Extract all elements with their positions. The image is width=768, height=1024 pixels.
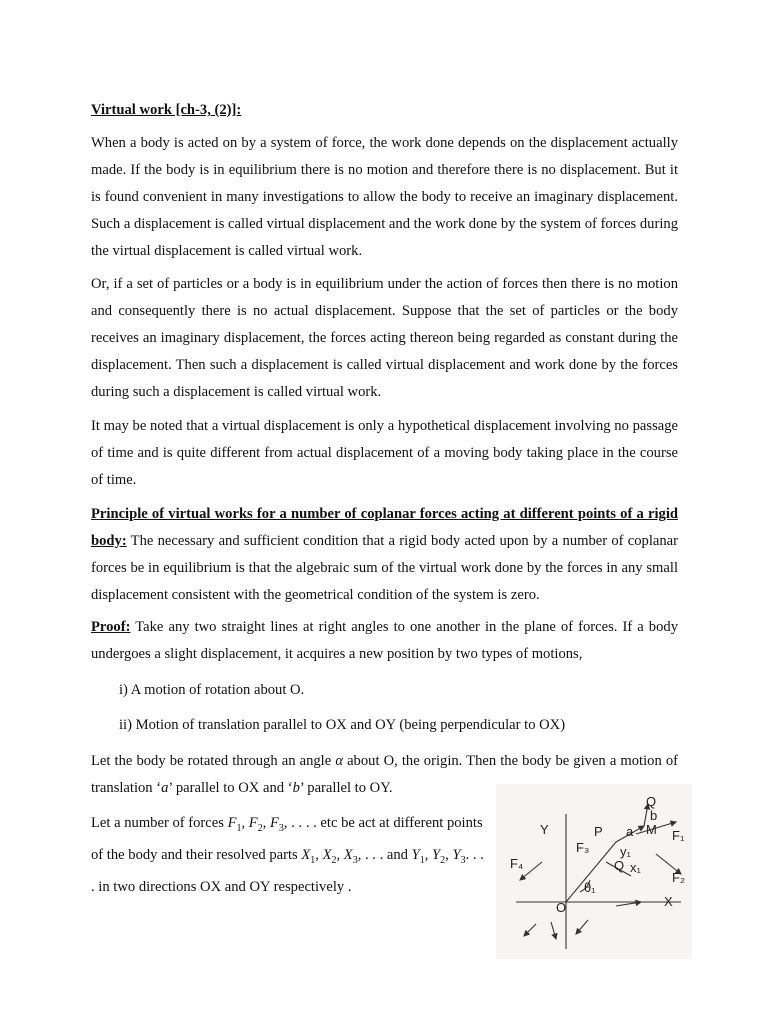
paragraph-rotation: Let the body be rotated through an angle α about O, the origin. Then the body be given a motion of translation ‘a’ parallel to OX and ‘b’ parallel to OY.	[91, 753, 679, 796]
list-item: i) A motion of rotation about O.	[119, 682, 305, 698]
label-y1: y₁	[620, 844, 631, 859]
label-x: X	[664, 894, 673, 909]
label-f1: F₁	[672, 828, 685, 843]
principle-text: The necessary and sufficient condition that a rigid body acted upon by a number of coplanar forces be in equilibrium is that the algebraic sum of the virtual work done by the forces in any small displacement consistent with the geometrical condition of the system is zero.	[91, 533, 678, 603]
label-theta: θ₁	[584, 880, 596, 895]
label-b: b	[650, 808, 658, 823]
section-title: Virtual work [ch-3, (2)]:	[91, 102, 242, 118]
diagram-background	[496, 784, 692, 959]
label-q: Q	[646, 794, 657, 809]
principle-heading: Principle of virtual works for a number of coplanar forces acting at different points of a rigid body:	[91, 506, 678, 549]
paragraph-forces: Let a number of forces $F_1$, $F_2$, $F_3$, . . . . etc be act at different points of the body and their resolved parts $X_1$, $X_2$, $X_3$, . . . and $Y_1$, $Y_2$, $Y_3$. . . . in two directions OX and OY respectively .	[91, 815, 484, 895]
paragraph-proof	[91, 614, 678, 668]
label-p: P	[594, 824, 603, 839]
label-f3: F₃	[576, 840, 590, 855]
paragraph-definition: When a body is acted on by a system of force, the work done depends on the displacement actually made. If the body is in equilibrium there is no motion and therefore there is no displacement. But it is found convenient in many investigations to allow the body to receive an imaginary displacement. Such a displacement is called virtual displacement and the work done by the system of forces during the virtual displacement is called virtual work.	[91, 135, 678, 259]
label-f2: F₂	[672, 870, 685, 885]
proof-text: Take any two straight lines at right angles to one another in the plane of forces. If a body undergoes a slight displacement, it acquires a new position by two types of motions,	[91, 619, 678, 662]
label-a: a	[626, 824, 634, 839]
label-m: M	[646, 822, 657, 837]
label-f4: F₄	[510, 856, 524, 871]
paragraph-alternate-definition: Or, if a set of particles or a body is in equilibrium under the action of forces then there is no motion and consequently there is no actual displacement. Suppose that the set of particles or the body receives an imaginary displacement, the forces acting thereon being regarded as constant during the displacement. Then such a displacement is called virtual displacement and work done by the forces during such a displacement is called virtual work.	[91, 276, 678, 400]
label-x1: x₁	[630, 860, 641, 875]
paragraph-principle	[91, 501, 678, 609]
label-y: Y	[540, 822, 549, 837]
force-diagram	[496, 784, 692, 959]
paragraph-note: It may be noted that a virtual displacement is only a hypothetical displacement involving no passage of time and is quite different from actual displacement of a moving body taking place in the course of time.	[91, 418, 678, 488]
label-q2: Q	[614, 858, 625, 873]
proof-heading: Proof:	[91, 619, 131, 635]
list-item: ii) Motion of translation parallel to OX and OY (being perpendicular to OX)	[119, 717, 566, 733]
label-o: O	[556, 900, 567, 915]
